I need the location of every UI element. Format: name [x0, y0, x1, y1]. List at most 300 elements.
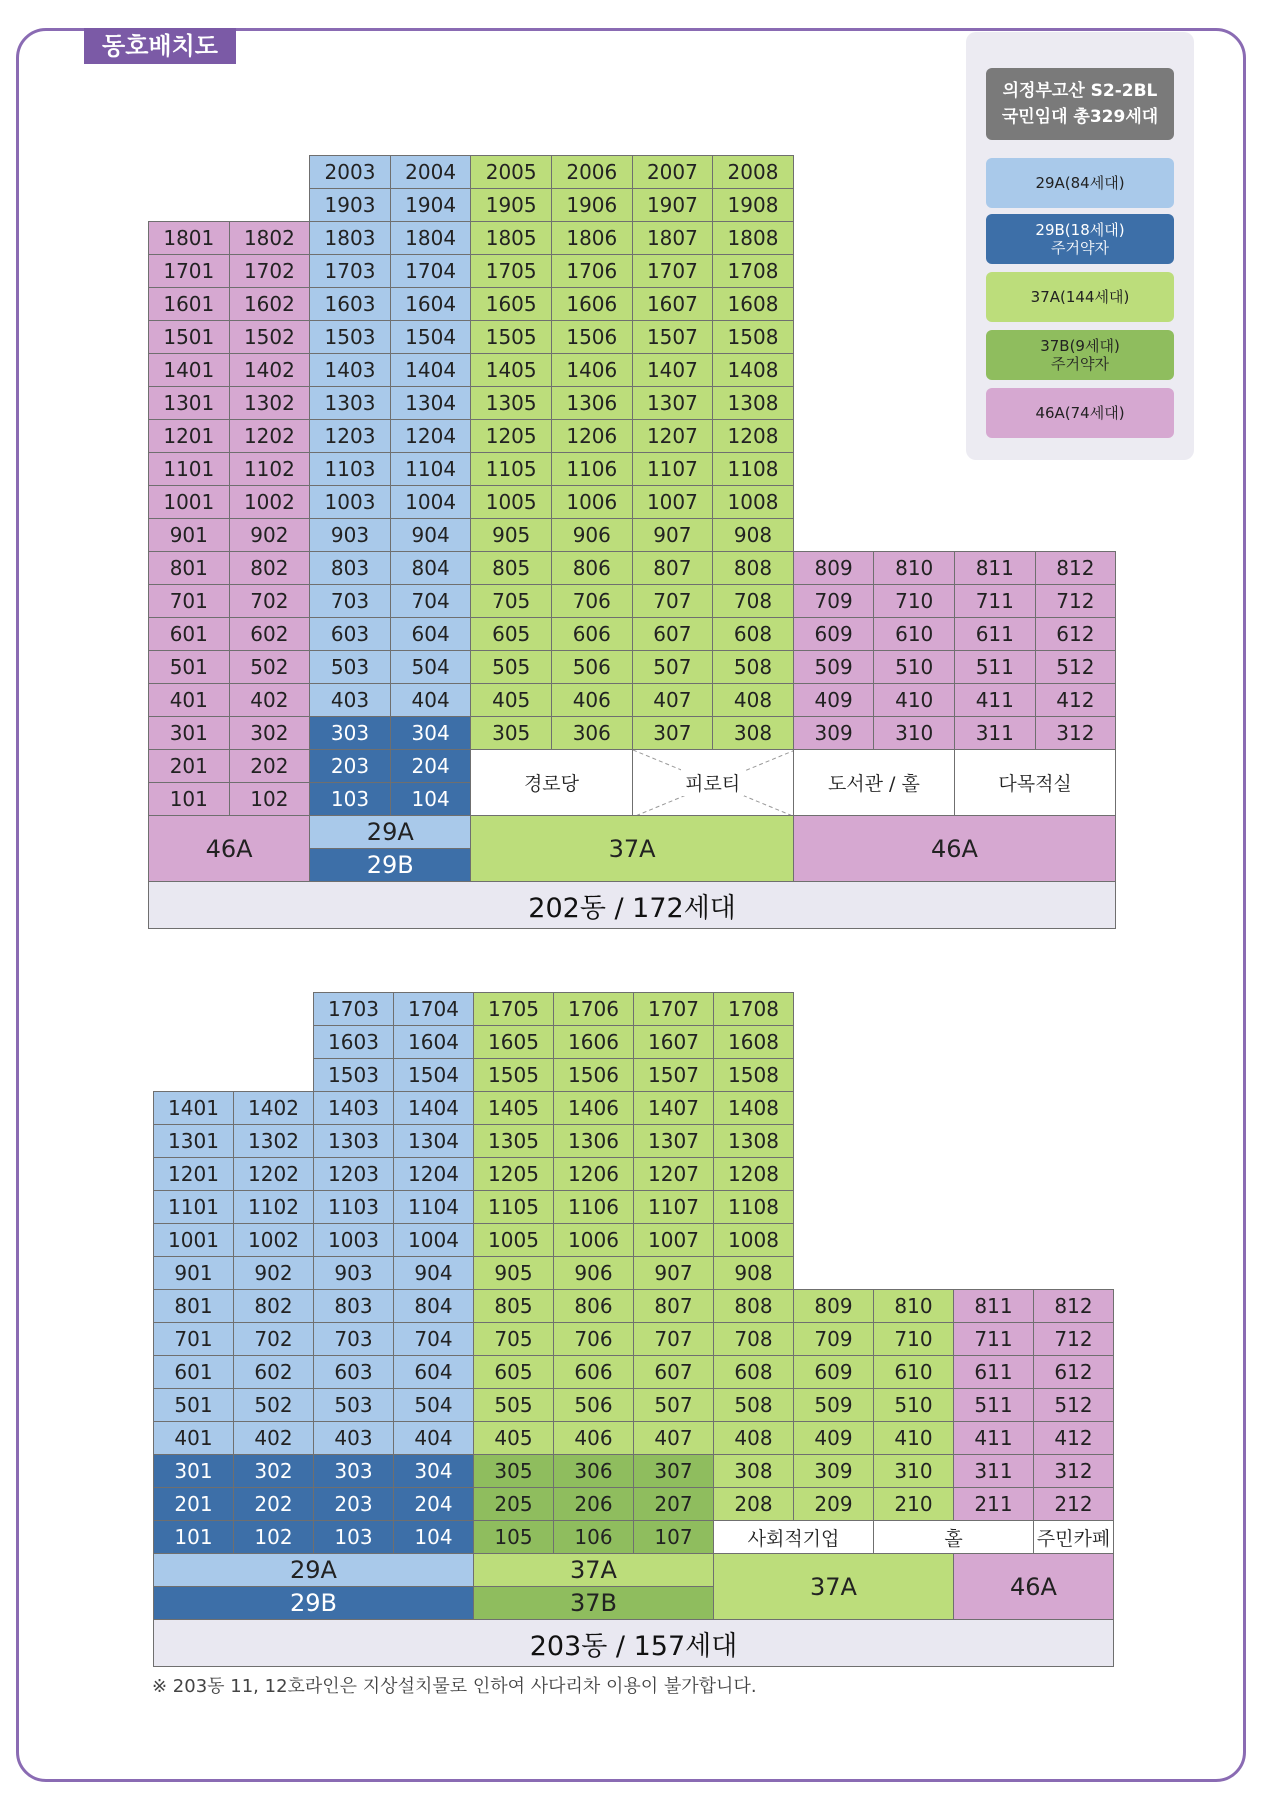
legend-item-label: 46A(74세대): [1035, 404, 1125, 422]
unit-cell: 504: [393, 1388, 474, 1422]
unit-cell: 1203: [309, 419, 391, 453]
unit-cell: 612: [1035, 617, 1117, 651]
unit-cell: 1606: [553, 1025, 634, 1059]
unit-cell: 1505: [470, 320, 552, 354]
unit-cell: 804: [390, 551, 472, 585]
unit-cell: 705: [473, 1322, 554, 1356]
legend-header-line: 국민임대 총329세대: [1001, 107, 1159, 127]
unit-cell: 1501: [148, 320, 230, 354]
unit-cell: 612: [1033, 1355, 1114, 1389]
unit-cell: 1308: [712, 386, 794, 420]
unit-cell: 1705: [473, 992, 554, 1026]
unit-cell: 704: [393, 1322, 474, 1356]
unit-cell: 1407: [632, 353, 714, 387]
unit-cell: 803: [309, 551, 391, 585]
unit-cell: 905: [470, 518, 552, 552]
unit-cell: 907: [632, 518, 714, 552]
unit-cell: 1404: [393, 1091, 474, 1125]
type-label: 29B: [309, 848, 471, 882]
unit-cell: 1106: [553, 1190, 634, 1224]
unit-cell: 1105: [473, 1190, 554, 1224]
type-label: 37A: [470, 815, 793, 882]
unit-cell: 1101: [148, 452, 230, 486]
unit-cell: 1107: [632, 452, 714, 486]
unit-cell: 512: [1033, 1388, 1114, 1422]
unit-cell: 1608: [713, 1025, 794, 1059]
unit-cell: 2006: [551, 155, 633, 189]
unit-cell: 405: [473, 1421, 554, 1455]
type-label: 37B: [473, 1586, 714, 1620]
unit-cell: 1308: [713, 1124, 794, 1158]
unit-cell: 702: [229, 584, 311, 618]
type-label: 46A: [148, 815, 310, 882]
legend-item-29a: [986, 158, 1174, 208]
unit-cell: 702: [233, 1322, 314, 1356]
unit-cell: 1404: [390, 353, 472, 387]
unit-cell: 103: [309, 782, 391, 816]
legend-item-label: 29A(84세대): [1035, 174, 1125, 192]
unit-cell: 506: [551, 650, 633, 684]
unit-cell: 505: [473, 1388, 554, 1422]
unit-cell: 802: [233, 1289, 314, 1323]
unit-cell: 609: [793, 617, 875, 651]
unit-cell: 508: [713, 1388, 794, 1422]
unit-cell: 403: [313, 1421, 394, 1455]
unit-cell: 1504: [390, 320, 472, 354]
unit-cell: 1506: [551, 320, 633, 354]
unit-cell: 307: [632, 716, 714, 750]
unit-cell: 1106: [551, 452, 633, 486]
unit-cell: 1702: [229, 254, 311, 288]
unit-cell: 711: [954, 584, 1036, 618]
unit-cell: 1402: [229, 353, 311, 387]
unit-cell: 611: [954, 617, 1036, 651]
unit-cell: 2004: [390, 155, 472, 189]
unit-cell: 411: [953, 1421, 1034, 1455]
unit-cell: 105: [473, 1520, 554, 1554]
unit-cell: 709: [793, 584, 875, 618]
unit-cell: 907: [633, 1256, 714, 1290]
unit-cell: 607: [633, 1355, 714, 1389]
unit-cell: 1002: [233, 1223, 314, 1257]
unit-cell: 810: [873, 1289, 954, 1323]
unit-cell: 508: [712, 650, 794, 684]
unit-cell: 906: [553, 1256, 634, 1290]
type-label: 29A: [153, 1553, 474, 1587]
unit-cell: 405: [470, 683, 552, 717]
unit-cell: 1201: [153, 1157, 234, 1191]
unit-cell: 303: [309, 716, 391, 750]
unit-cell: 707: [633, 1322, 714, 1356]
unit-cell: 1603: [313, 1025, 394, 1059]
unit-cell: 609: [793, 1355, 874, 1389]
unit-cell: 1005: [470, 485, 552, 519]
unit-cell: 2005: [470, 155, 552, 189]
unit-cell: 1006: [551, 485, 633, 519]
unit-cell: 306: [553, 1454, 634, 1488]
unit-cell: 809: [793, 551, 875, 585]
unit-cell: 1704: [390, 254, 472, 288]
facility-label: 피로티: [681, 769, 744, 796]
unit-cell: 503: [309, 650, 391, 684]
unit-cell: 312: [1033, 1454, 1114, 1488]
unit-cell: 811: [954, 551, 1036, 585]
unit-cell: 605: [470, 617, 552, 651]
unit-cell: 204: [390, 749, 472, 783]
type-label: 37A: [713, 1553, 954, 1620]
unit-cell: 2008: [712, 155, 794, 189]
unit-cell: 202: [229, 749, 311, 783]
unit-cell: 1908: [712, 188, 794, 222]
unit-cell: 1003: [313, 1223, 394, 1257]
unit-cell: 102: [233, 1520, 314, 1554]
unit-cell: 601: [153, 1355, 234, 1389]
unit-cell: 101: [148, 782, 230, 816]
unit-cell: 1705: [470, 254, 552, 288]
unit-cell: 212: [1033, 1487, 1114, 1521]
facility-cell: 다목적실: [954, 749, 1116, 816]
unit-cell: 311: [954, 716, 1036, 750]
unit-cell: 204: [393, 1487, 474, 1521]
unit-cell: 402: [233, 1421, 314, 1455]
unit-cell: 1205: [470, 419, 552, 453]
unit-cell: 309: [793, 1454, 874, 1488]
unit-cell: 902: [229, 518, 311, 552]
unit-cell: 1304: [390, 386, 472, 420]
unit-cell: 1708: [712, 254, 794, 288]
unit-cell: 1408: [712, 353, 794, 387]
unit-cell: 1008: [712, 485, 794, 519]
unit-cell: 509: [793, 650, 875, 684]
unit-cell: 811: [953, 1289, 1034, 1323]
unit-cell: 1406: [551, 353, 633, 387]
building-title: 202동 / 172세대: [148, 881, 1116, 929]
unit-cell: 201: [153, 1487, 234, 1521]
unit-cell: 307: [633, 1454, 714, 1488]
unit-cell: 310: [873, 1454, 954, 1488]
unit-cell: 1706: [551, 254, 633, 288]
unit-cell: 410: [873, 683, 955, 717]
unit-cell: 205: [473, 1487, 554, 1521]
unit-cell: 712: [1035, 584, 1117, 618]
unit-cell: 1204: [390, 419, 472, 453]
unit-cell: 1206: [551, 419, 633, 453]
unit-cell: 1303: [313, 1124, 394, 1158]
unit-cell: 304: [390, 716, 472, 750]
unit-cell: 210: [873, 1487, 954, 1521]
unit-cell: 803: [313, 1289, 394, 1323]
legend-item-label: 29B(18세대): [1035, 221, 1125, 239]
unit-cell: 1605: [470, 287, 552, 321]
unit-cell: 1903: [309, 188, 391, 222]
unit-cell: 208: [713, 1487, 794, 1521]
unit-cell: 801: [148, 551, 230, 585]
unit-cell: 403: [309, 683, 391, 717]
unit-cell: 409: [793, 683, 875, 717]
unit-cell: 103: [313, 1520, 394, 1554]
unit-cell: 1205: [473, 1157, 554, 1191]
unit-cell: 1102: [229, 452, 311, 486]
unit-cell: 1104: [393, 1190, 474, 1224]
unit-cell: 902: [233, 1256, 314, 1290]
unit-cell: 809: [793, 1289, 874, 1323]
legend-item-label: 37A(144세대): [1030, 288, 1130, 306]
unit-cell: 1304: [393, 1124, 474, 1158]
unit-cell: 407: [633, 1421, 714, 1455]
unit-cell: 1805: [470, 221, 552, 255]
unit-cell: 604: [390, 617, 472, 651]
unit-cell: 808: [713, 1289, 794, 1323]
facility-cell: 도서관 / 홀: [793, 749, 955, 816]
unit-cell: 703: [309, 584, 391, 618]
unit-cell: 408: [713, 1421, 794, 1455]
unit-cell: 506: [553, 1388, 634, 1422]
unit-cell: 503: [313, 1388, 394, 1422]
unit-cell: 1005: [473, 1223, 554, 1257]
unit-cell: 310: [873, 716, 955, 750]
unit-cell: 104: [390, 782, 472, 816]
unit-cell: 1001: [153, 1223, 234, 1257]
unit-cell: 1605: [473, 1025, 554, 1059]
unit-cell: 703: [313, 1322, 394, 1356]
unit-cell: 504: [390, 650, 472, 684]
unit-cell: 401: [153, 1421, 234, 1455]
unit-cell: 805: [470, 551, 552, 585]
unit-cell: 510: [873, 650, 955, 684]
type-label: 37A: [473, 1553, 714, 1587]
unit-cell: 1507: [633, 1058, 714, 1092]
legend-item-label: 37B(9세대): [1040, 337, 1120, 355]
unit-cell: 309: [793, 716, 875, 750]
unit-cell: 903: [313, 1256, 394, 1290]
unit-cell: 1508: [713, 1058, 794, 1092]
unit-cell: 1307: [633, 1124, 714, 1158]
type-label: 29A: [309, 815, 471, 849]
unit-cell: 301: [148, 716, 230, 750]
unit-cell: 1401: [153, 1091, 234, 1125]
unit-cell: 1002: [229, 485, 311, 519]
facility-cell: 경로당: [470, 749, 632, 816]
unit-cell: 302: [233, 1454, 314, 1488]
legend-item-37a: [986, 272, 1174, 322]
unit-cell: 308: [712, 716, 794, 750]
unit-cell: 106: [553, 1520, 634, 1554]
unit-cell: 1604: [390, 287, 472, 321]
unit-cell: 312: [1035, 716, 1117, 750]
unit-cell: 603: [309, 617, 391, 651]
unit-cell: 1108: [713, 1190, 794, 1224]
unit-cell: 906: [551, 518, 633, 552]
unit-cell: 1303: [309, 386, 391, 420]
unit-cell: 206: [553, 1487, 634, 1521]
unit-cell: 404: [393, 1421, 474, 1455]
unit-cell: 905: [473, 1256, 554, 1290]
unit-cell: 710: [873, 584, 955, 618]
unit-cell: 409: [793, 1421, 874, 1455]
unit-cell: 812: [1035, 551, 1117, 585]
unit-cell: 1707: [633, 992, 714, 1026]
unit-cell: 1307: [632, 386, 714, 420]
unit-cell: 401: [148, 683, 230, 717]
unit-cell: 1003: [309, 485, 391, 519]
unit-cell: 1703: [309, 254, 391, 288]
unit-cell: 1007: [632, 485, 714, 519]
unit-cell: 1302: [229, 386, 311, 420]
unit-cell: 1503: [313, 1058, 394, 1092]
legend-header: [986, 68, 1174, 140]
unit-cell: 701: [153, 1322, 234, 1356]
unit-cell: 1008: [713, 1223, 794, 1257]
unit-cell: 711: [953, 1322, 1034, 1356]
unit-cell: 1808: [712, 221, 794, 255]
unit-cell: 1107: [633, 1190, 714, 1224]
unit-cell: 806: [551, 551, 633, 585]
unit-cell: 306: [551, 716, 633, 750]
unit-cell: 407: [632, 683, 714, 717]
legend-header-line: 의정부고산 S2-2BL: [1002, 81, 1158, 101]
unit-cell: 1608: [712, 287, 794, 321]
unit-cell: 412: [1035, 683, 1117, 717]
unit-cell: 908: [712, 518, 794, 552]
unit-cell: 1804: [390, 221, 472, 255]
unit-cell: 608: [713, 1355, 794, 1389]
unit-cell: 708: [713, 1322, 794, 1356]
unit-cell: 1204: [393, 1157, 474, 1191]
unit-cell: 1606: [551, 287, 633, 321]
unit-cell: 209: [793, 1487, 874, 1521]
unit-cell: 1403: [313, 1091, 394, 1125]
unit-cell: 812: [1033, 1289, 1114, 1323]
unit-cell: 1201: [148, 419, 230, 453]
unit-cell: 1801: [148, 221, 230, 255]
unit-cell: 608: [712, 617, 794, 651]
unit-cell: 1607: [633, 1025, 714, 1059]
unit-cell: 1102: [233, 1190, 314, 1224]
unit-cell: 1004: [393, 1223, 474, 1257]
unit-cell: 406: [553, 1421, 634, 1455]
unit-cell: 301: [153, 1454, 234, 1488]
unit-cell: 908: [713, 1256, 794, 1290]
unit-cell: 509: [793, 1388, 874, 1422]
unit-cell: 303: [313, 1454, 394, 1488]
unit-cell: 1807: [632, 221, 714, 255]
type-label: 46A: [793, 815, 1116, 882]
unit-cell: 107: [633, 1520, 714, 1554]
facility-cell: 주민카페: [1033, 1520, 1114, 1554]
unit-cell: 1306: [551, 386, 633, 420]
type-label: 46A: [953, 1553, 1114, 1620]
unit-cell: 201: [148, 749, 230, 783]
unit-cell: 510: [873, 1388, 954, 1422]
unit-cell: 1601: [148, 287, 230, 321]
unit-cell: 507: [633, 1388, 714, 1422]
unit-cell: 1203: [313, 1157, 394, 1191]
unit-cell: 606: [553, 1355, 634, 1389]
unit-cell: 1504: [393, 1058, 474, 1092]
unit-cell: 610: [873, 1355, 954, 1389]
facility-cell: [632, 749, 794, 816]
unit-cell: 807: [632, 551, 714, 585]
unit-cell: 1405: [473, 1091, 554, 1125]
unit-cell: 806: [553, 1289, 634, 1323]
unit-cell: 1207: [632, 419, 714, 453]
unit-cell: 305: [473, 1454, 554, 1488]
unit-cell: 603: [313, 1355, 394, 1389]
unit-cell: 502: [233, 1388, 314, 1422]
unit-cell: 712: [1033, 1322, 1114, 1356]
unit-cell: 701: [148, 584, 230, 618]
unit-cell: 203: [309, 749, 391, 783]
unit-cell: 1302: [233, 1124, 314, 1158]
legend-panel: [966, 32, 1194, 460]
unit-cell: 903: [309, 518, 391, 552]
unit-cell: 104: [393, 1520, 474, 1554]
unit-cell: 606: [551, 617, 633, 651]
unit-cell: 1004: [390, 485, 472, 519]
unit-cell: 1406: [553, 1091, 634, 1125]
facility-cell: 사회적기업: [713, 1520, 874, 1554]
unit-cell: 1401: [148, 353, 230, 387]
unit-cell: 1907: [632, 188, 714, 222]
unit-cell: 1502: [229, 320, 311, 354]
unit-cell: 1703: [313, 992, 394, 1026]
unit-cell: 1905: [470, 188, 552, 222]
unit-cell: 1402: [233, 1091, 314, 1125]
unit-cell: 101: [153, 1520, 234, 1554]
unit-cell: 203: [313, 1487, 394, 1521]
unit-cell: 305: [470, 716, 552, 750]
unit-cell: 1803: [309, 221, 391, 255]
unit-cell: 404: [390, 683, 472, 717]
unit-cell: 601: [148, 617, 230, 651]
unit-cell: 1506: [553, 1058, 634, 1092]
footnote: ※ 203동 11, 12호라인은 지상설치물로 인하여 사다리차 이용이 불가합니다.: [152, 1676, 757, 1697]
unit-cell: 1701: [148, 254, 230, 288]
unit-cell: 1103: [313, 1190, 394, 1224]
unit-cell: 1301: [148, 386, 230, 420]
unit-cell: 901: [148, 518, 230, 552]
unit-cell: 1508: [712, 320, 794, 354]
unit-cell: 512: [1035, 650, 1117, 684]
unit-cell: 807: [633, 1289, 714, 1323]
unit-cell: 1707: [632, 254, 714, 288]
unit-cell: 202: [233, 1487, 314, 1521]
unit-cell: 507: [632, 650, 714, 684]
legend-item-37b: [986, 330, 1174, 380]
unit-cell: 707: [632, 584, 714, 618]
unit-cell: 706: [551, 584, 633, 618]
unit-cell: 607: [632, 617, 714, 651]
legend-item-sublabel: 주거약자: [1051, 239, 1109, 257]
unit-cell: 1407: [633, 1091, 714, 1125]
unit-cell: 211: [953, 1487, 1034, 1521]
unit-cell: 511: [954, 650, 1036, 684]
unit-cell: 704: [390, 584, 472, 618]
unit-cell: 411: [954, 683, 1036, 717]
unit-cell: 502: [229, 650, 311, 684]
unit-cell: 1207: [633, 1157, 714, 1191]
unit-cell: 1604: [393, 1025, 474, 1059]
unit-cell: 801: [153, 1289, 234, 1323]
unit-cell: 406: [551, 683, 633, 717]
unit-cell: 805: [473, 1289, 554, 1323]
unit-cell: 2003: [309, 155, 391, 189]
unit-cell: 412: [1033, 1421, 1114, 1455]
unit-cell: 1802: [229, 221, 311, 255]
unit-cell: 1704: [393, 992, 474, 1026]
unit-cell: 102: [229, 782, 311, 816]
unit-cell: 901: [153, 1256, 234, 1290]
